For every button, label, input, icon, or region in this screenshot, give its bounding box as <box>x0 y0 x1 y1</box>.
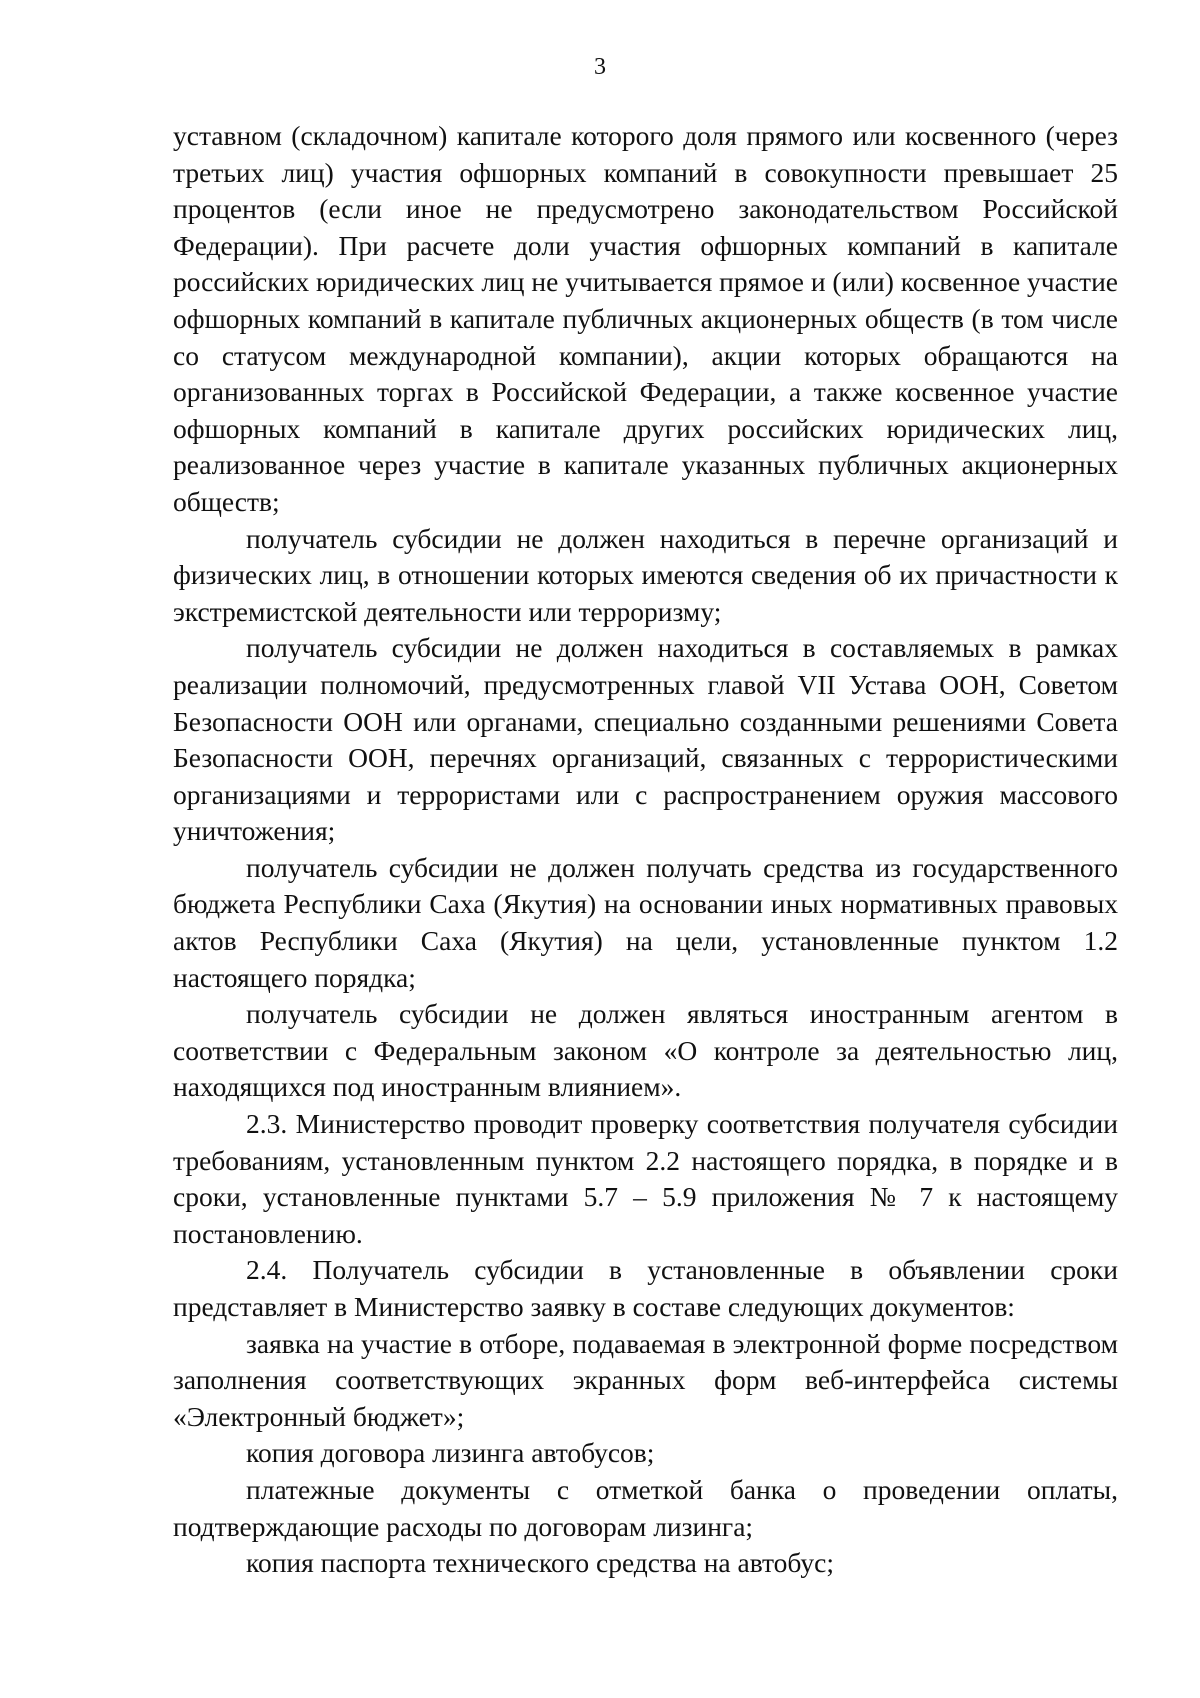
paragraph-clause-2-4: 2.4. Получатель субсидии в установленные в объявлении сроки представляет в Министерство заявку в составе следующих документов: <box>173 1254 1118 1322</box>
paragraph-payment-documents: платежные документы с отметкой банка о проведении оплаты, подтверждающие расходы по договорам лизинга; <box>173 1473 1118 1542</box>
paragraph-clause-2-3: 2.3. Министерство проводит проверку соответствия получателя субсидии требованиям, установленным пунктом 2.2 настоящего порядка, в порядке и в сроки, установленные пунктами 5.7 – 5.9 приложения № 7 к настоящему постановлению. <box>173 1108 1118 1249</box>
document-body <box>173 118 1118 1582</box>
paragraph-leasing-contract-copy: копия договора лизинга автобусов; <box>246 1437 655 1469</box>
paragraph-foreign-agent: получатель субсидии не должен являться иностранным агентом в соответствии с Федеральным законом «О контроле за деятельностью лиц, находящихся под иностранным влиянием». <box>173 998 1118 1103</box>
paragraph-extremism-list: получатель субсидии не должен находиться в перечне организаций и физических лиц, в отношении которых имеются сведения об их причастности к экстремистской деятельности или терроризму; <box>173 522 1118 627</box>
paragraph-un-sanctions-list: получатель субсидии не должен находиться в составляемых в рамках реализации полномочий, предусмотренных главой VII Устава ООН, Советом Безопасности ООН или органами, специально созданными решениями Совета Безопасности ООН, перечнях организаций, связанных с террористическими организациями и террористами или с распространением оружия массового уничтожения; <box>173 632 1118 847</box>
paragraph-no-other-budget-funds: получатель субсидии не должен получать средства из государственного бюджета Республики Саха (Якутия) на основании иных нормативных правовых актов Республики Саха (Якутия) на цели, установленные пунктом 1.2 настоящего порядка; <box>173 851 1118 993</box>
paragraph-vehicle-passport-copy: копия паспорта технического средства на автобус; <box>246 1547 834 1579</box>
page-number: 3 <box>594 54 606 80</box>
paragraph-offshore-continuation: уставном (складочном) капитале которого доля прямого или косвенного (через третьих лиц) участия офшорных компаний в совокупности превышает 25 процентов (если иное не предусмотрено законодательством Российской Федерации). При расчете доли участия офшорных компаний в капитале российских юридических лиц не учитывается прямое и (или) косвенное участие офшорных компаний в капитале публичных акционерных обществ (в том числе со статусом международной компании), акции которых обращаются на организованных торгах в Российской Федерации, а также косвенное участие офшорных компаний в капитале других российских юридических лиц, реализованное через участие в капитале указанных публичных акционерных обществ; <box>173 120 1118 517</box>
paragraph-application-form: заявка на участие в отборе, подаваемая в электронной форме посредством заполнения соответствующих экранных форм веб-интерфейса системы «Электронный бюджет»; <box>173 1327 1118 1432</box>
